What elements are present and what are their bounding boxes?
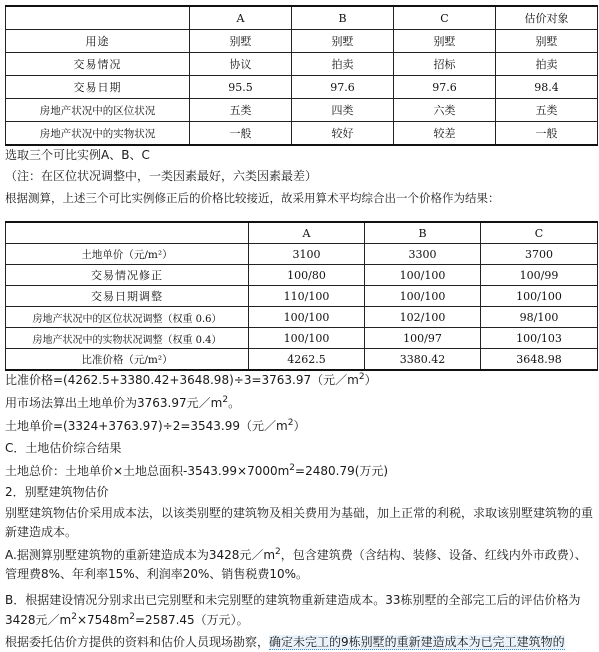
table-cell: 100/80	[249, 265, 365, 286]
table-cell: 102/100	[365, 307, 481, 328]
row-label: 土地单价（元/m²）	[6, 244, 249, 265]
price-adjustment-table	[5, 221, 598, 371]
table-row	[6, 30, 598, 53]
table-cell: 一般	[496, 122, 598, 146]
table-cell: 100/100	[365, 286, 481, 307]
paragraph: 用市场法算出土地单价为3763.97元$/m^2$。	[5, 395, 241, 410]
row-label: 房地产状况中的实物状况	[6, 122, 190, 146]
row-label: 房地产状况中的实物状况调整（权重 0.4）	[6, 328, 249, 349]
table-cell: 3100	[249, 244, 365, 265]
table-cell: C	[481, 222, 598, 244]
table-cell: 3700	[481, 244, 598, 265]
table-cell: 98/100	[481, 307, 598, 328]
formula-line: 土地总价：土地单价×土地总面积$-3543.99\times 7000m^2=2480.79$(万元)	[5, 463, 389, 478]
section-heading: 2．别墅建筑物估价	[5, 485, 109, 499]
table-cell: 95.5	[190, 76, 292, 99]
table-cell: 拍卖	[496, 53, 598, 76]
table-cell: 100/100	[481, 286, 598, 307]
table-cell: 97.6	[394, 76, 496, 99]
row-label: 交易日期调整	[6, 286, 249, 307]
paragraph-note: （注：在区位状况调整中，一类因素最好，六类因素最差）	[5, 169, 318, 183]
table-row	[6, 286, 598, 307]
table-row	[6, 328, 598, 349]
table-cell: 3380.42	[365, 349, 481, 371]
row-label: 比准价格（元/m²）	[6, 349, 249, 371]
table-cell: 3300	[365, 244, 481, 265]
table-cell: 97.6	[292, 76, 394, 99]
table-cell: 较好	[292, 122, 394, 146]
formula-line: 土地单价=(3324+3763.97)÷2=3543.99（元$/m^2$）	[5, 418, 306, 433]
table-cell: 100/99	[481, 265, 598, 286]
table-cell: 别墅	[292, 30, 394, 53]
table-cell: B	[292, 6, 394, 30]
table-cell: 五类	[496, 99, 598, 122]
highlighted-text[interactable]: 确定未完工的9栋别墅的重新建造成本为已完工建筑物的	[269, 635, 565, 649]
table-row	[6, 99, 598, 122]
paragraph: 根据委托估价方提供的资料和估价人员现场勘察，确定未完工的9栋别墅的重新建造成本为已完工建筑物的	[5, 635, 565, 649]
paragraph: 选取三个可比实例A、B、C	[5, 148, 150, 162]
table-row	[6, 265, 598, 286]
table-header-row	[6, 6, 598, 30]
table-cell: 协议	[190, 53, 292, 76]
table-cell: B	[365, 222, 481, 244]
table-cell: C	[394, 6, 496, 30]
table-cell: 100/100	[249, 328, 365, 349]
table-cell: 100/100	[249, 307, 365, 328]
table-cell: 较差	[394, 122, 496, 146]
comparable-cases-table	[5, 5, 598, 146]
table-cell: 98.4	[496, 76, 598, 99]
paragraph: 根据测算，上述三个可比实例修正后的价格比较接近，故采用算术平均综合出一个价格作为结果：	[5, 191, 500, 205]
row-label: 交易情况修正	[6, 265, 249, 286]
table-row	[6, 307, 598, 328]
row-label: 交易情况	[6, 53, 190, 76]
table-cell: 3648.98	[481, 349, 598, 371]
row-label: 用途	[6, 30, 190, 53]
row-label: 交易日期	[6, 76, 190, 99]
table-header-row	[6, 222, 598, 244]
formula-line: 比准价格=(4262.5+3380.42+3648.98)÷3=3763.97（元$/m^2$）	[5, 372, 377, 387]
table-row	[6, 76, 598, 99]
paragraph: A.据测算别墅建筑物的重新建造成本为3428元$/m^2$，包含建筑费（含结构、装修、设备、红线内外市政费）、管理费8%、年利率15%、利润率20%、销售税费10%。	[5, 547, 587, 581]
table-cell: 别墅	[496, 30, 598, 53]
table-cell	[6, 6, 190, 30]
table-cell: A	[249, 222, 365, 244]
table-cell: 估价对象	[496, 6, 598, 30]
row-label: 房地产状况中的区位状况调整（权重 0.6）	[6, 307, 249, 328]
table-cell: 100/103	[481, 328, 598, 349]
section-heading: C．土地估价综合结果	[5, 441, 122, 455]
table-cell: 4262.5	[249, 349, 365, 371]
table-cell: 一般	[190, 122, 292, 146]
table-row	[6, 349, 598, 371]
table-cell: 五类	[190, 99, 292, 122]
table-cell: 100/100	[365, 265, 481, 286]
table-cell: 四类	[292, 99, 394, 122]
table-row	[6, 244, 598, 265]
table-cell: 别墅	[190, 30, 292, 53]
table-row	[6, 53, 598, 76]
table-cell: 110/100	[249, 286, 365, 307]
formula-line: 3428元$/m^2\times 7548m^2=2587.45$（万元）。	[5, 612, 249, 627]
row-label: 房地产状况中的区位状况	[6, 99, 190, 122]
table-cell	[6, 222, 249, 244]
table-cell: 招标	[394, 53, 496, 76]
table-cell: 拍卖	[292, 53, 394, 76]
paragraph: B．根据建设情况分别求出已完别墅和未完别墅的建筑物重新建造成本。33栋别墅的全部完工后的评估价格为	[5, 593, 581, 607]
table-cell: 别墅	[394, 30, 496, 53]
table-cell: 六类	[394, 99, 496, 122]
table-cell: 100/97	[365, 328, 481, 349]
paragraph: 别墅建筑物估价采用成本法，以该类别墅的建筑物及相关费用为基础，加上正常的利税，求取该别墅建筑物的重新建造成本。	[5, 506, 594, 539]
table-cell: A	[190, 6, 292, 30]
table-row	[6, 122, 598, 146]
